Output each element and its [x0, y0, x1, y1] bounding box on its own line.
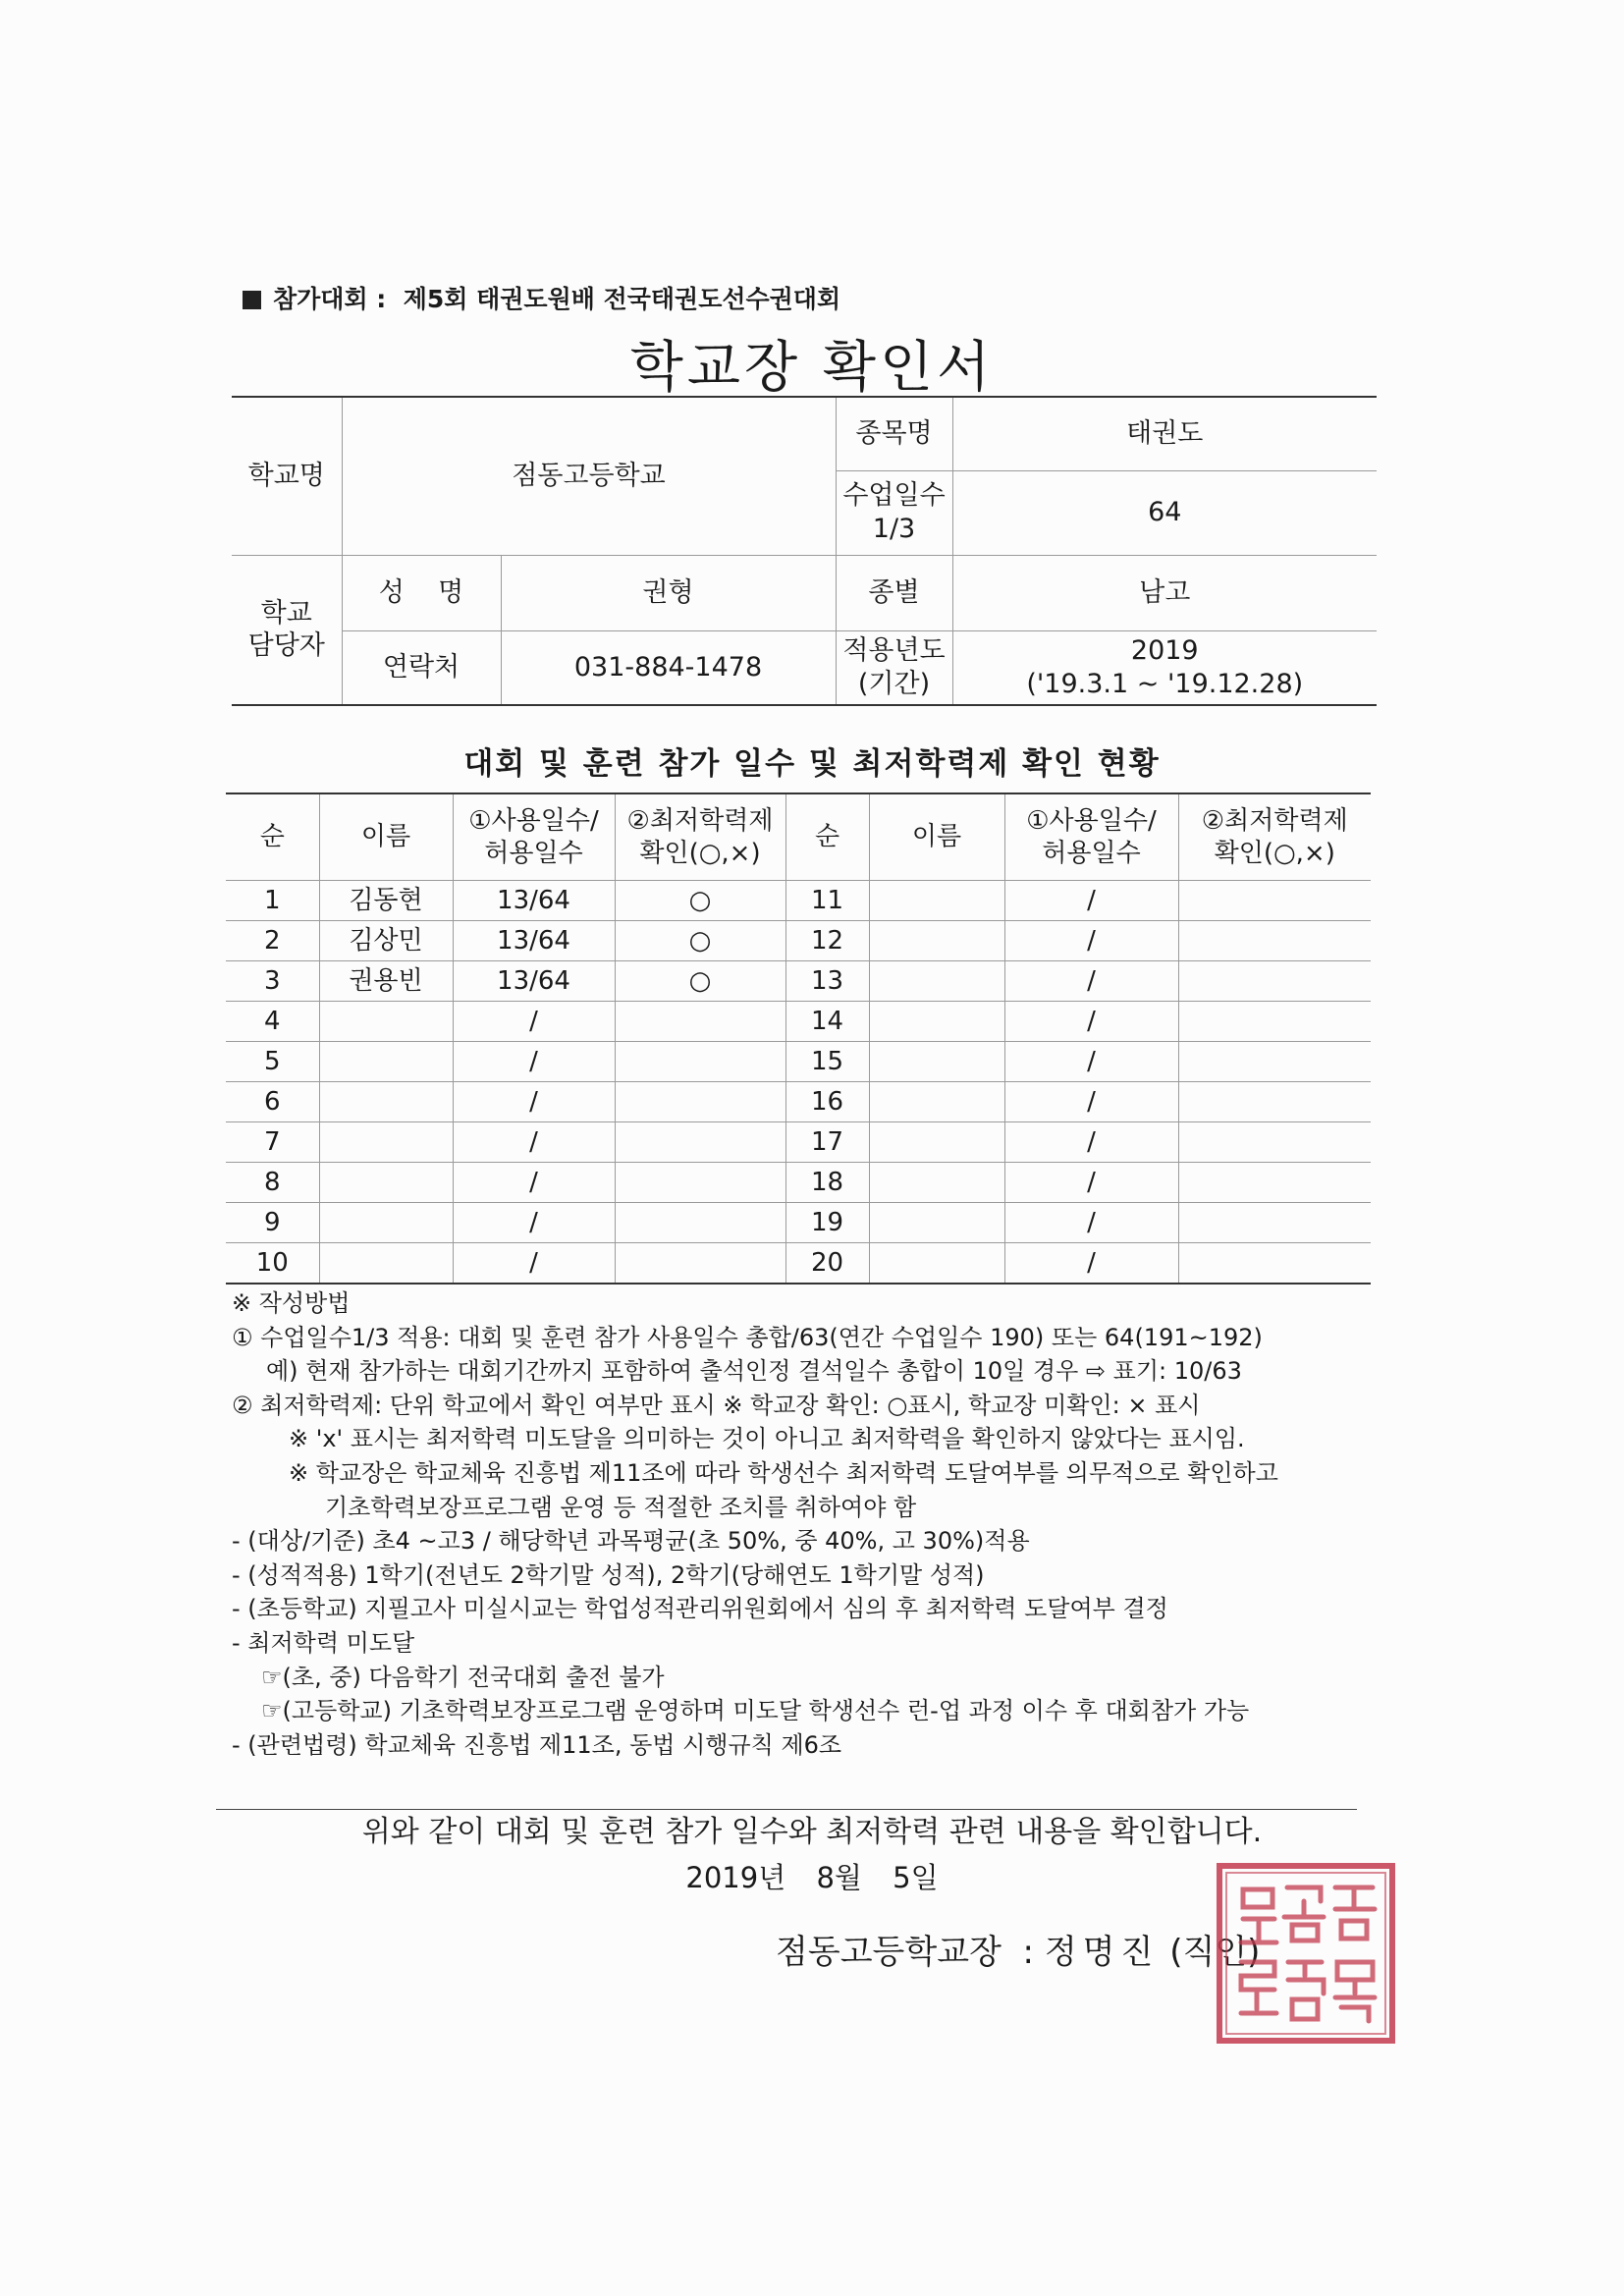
table-row	[226, 1002, 1371, 1042]
writing-guide-notes	[232, 1286, 1380, 1762]
row-check	[615, 1122, 785, 1163]
row-no-right: 16	[785, 1082, 869, 1122]
note-line: ① 수업일수1/3 적용: 대회 및 훈련 참가 사용일수 총합/63(연간 수업일수 190) 또는 64(191~192)	[232, 1323, 1263, 1351]
row-check-right	[1178, 921, 1371, 961]
row-name-right	[869, 881, 1004, 921]
official-seal-icon	[1214, 1860, 1398, 2047]
row-name	[319, 1122, 453, 1163]
row-name-right	[869, 1122, 1004, 1163]
row-days-right: /	[1004, 921, 1178, 961]
row-no: 1	[226, 881, 319, 921]
header-used-days-line1: ①사용일수/	[468, 806, 599, 836]
row-days-right: /	[1004, 1042, 1178, 1082]
seal-note: (직인)	[1169, 1933, 1261, 1972]
row-days: /	[453, 1042, 615, 1082]
row-check	[615, 1082, 785, 1122]
header-min-academic-right-line2: 확인(○,×)	[1214, 838, 1335, 868]
row-no: 4	[226, 1002, 319, 1042]
year-label	[836, 630, 952, 705]
row-days: 13/64	[453, 921, 615, 961]
row-check-right	[1178, 881, 1371, 921]
issue-date: 2019년 8월 5일	[685, 1861, 939, 1894]
row-no-right: 17	[785, 1122, 869, 1163]
row-name-right	[869, 1163, 1004, 1203]
manager-label-line1: 학교	[260, 597, 312, 629]
manager-label	[232, 555, 342, 705]
row-name: 김동현	[319, 881, 453, 921]
confirmation-statement: 위와 같이 대회 및 훈련 참가 일수와 최저학력 관련 내용을 확인합니다.	[361, 1815, 1263, 1849]
row-name-right	[869, 1082, 1004, 1122]
row-no-right: 13	[785, 961, 869, 1002]
event-label: 종목명	[836, 397, 952, 470]
row-name	[319, 1203, 453, 1243]
note-line: - (관련법령) 학교체육 진흥법 제11조, 동법 시행규칙 제6조	[232, 1730, 842, 1759]
note-heading: ※ 작성방법	[232, 1289, 351, 1317]
header-used-days-right	[1004, 793, 1178, 881]
school-name-label: 학교명	[232, 397, 342, 555]
row-no: 10	[226, 1243, 319, 1285]
header-used-days	[453, 793, 615, 881]
row-no: 9	[226, 1203, 319, 1243]
row-check-right	[1178, 961, 1371, 1002]
manager-name-label: 성 명	[342, 555, 501, 630]
header-name: 이름	[319, 793, 453, 881]
header-min-academic-right-line1: ②최저학력제	[1201, 806, 1348, 836]
row-days-right: /	[1004, 881, 1178, 921]
year: 2019	[1130, 635, 1199, 666]
row-days: /	[453, 1082, 615, 1122]
row-name-right	[869, 1002, 1004, 1042]
row-name	[319, 1082, 453, 1122]
principal-separator: :	[1022, 1933, 1035, 1972]
principal-name: 정명진	[1044, 1933, 1160, 1972]
row-days-right: /	[1004, 1122, 1178, 1163]
row-no: 3	[226, 961, 319, 1002]
header-min-academic-line1: ②최저학력제	[626, 806, 774, 836]
period: ('19.3.1 ~ '19.12.28)	[1026, 668, 1304, 699]
row-days: 13/64	[453, 881, 615, 921]
row-no: 6	[226, 1082, 319, 1122]
header-min-academic	[615, 793, 785, 881]
row-days: /	[453, 1243, 615, 1285]
row-name	[319, 1243, 453, 1285]
note-line: - (대상/기준) 초4 ~고3 / 해당학년 과목평균(초 50%, 중 40%, 고 30%)적용	[232, 1527, 1030, 1556]
year-value	[952, 630, 1377, 705]
row-check	[615, 1042, 785, 1082]
row-days: /	[453, 1002, 615, 1042]
row-days: /	[453, 1163, 615, 1203]
row-no-right: 20	[785, 1243, 869, 1285]
note-line: - 최저학력 미도달	[232, 1628, 415, 1657]
row-check	[615, 1243, 785, 1285]
row-check-right	[1178, 1122, 1371, 1163]
row-name	[319, 1002, 453, 1042]
row-no-right: 18	[785, 1163, 869, 1203]
principal-title: 점동고등학교장	[776, 1933, 1001, 1972]
note-line: ※ 학교장은 학교체육 진흥법 제11조에 따라 학생선수 최저학력 도달여부를 의무적으로 확인하고	[289, 1458, 1278, 1487]
table-row	[226, 921, 1371, 961]
row-check-right	[1178, 1243, 1371, 1285]
table-row	[226, 961, 1371, 1002]
row-no: 7	[226, 1122, 319, 1163]
manager-name-value: 권형	[501, 555, 836, 630]
row-no: 5	[226, 1042, 319, 1082]
row-name	[319, 1042, 453, 1082]
header-no-right: 순	[785, 793, 869, 881]
row-days: /	[453, 1203, 615, 1243]
school-info-table	[232, 396, 1377, 706]
header-used-days-right-line2: 허용일수	[1042, 838, 1141, 868]
class-days-label-line1: 수업일수	[842, 480, 946, 512]
year-label-line2: (기간)	[857, 668, 931, 699]
header-used-days-right-line1: ①사용일수/	[1026, 806, 1157, 836]
note-line: 기초학력보장프로그램 운영 등 적절한 조치를 취하여야 함	[325, 1493, 917, 1521]
square-bullet-icon	[243, 291, 261, 309]
manager-label-line2: 담당자	[247, 630, 325, 662]
class-days-label	[836, 470, 952, 555]
header-used-days-line2: 허용일수	[484, 838, 583, 868]
note-line: ☞(고등학교) 기초학력보장프로그램 운영하며 미도달 학생선수 런-업 과정 이수 후 대회참가 가능	[261, 1697, 1250, 1725]
table-row	[226, 1243, 1371, 1285]
row-days-right: /	[1004, 1243, 1178, 1285]
row-check-right	[1178, 1002, 1371, 1042]
note-line: ※ 'x' 표시는 최저학력 미도달을 의미하는 것이 아니고 최저학력을 확인하지 않았다는 표시임.	[289, 1425, 1245, 1453]
note-line: ☞(초, 중) 다음학기 전국대회 출전 불가	[261, 1663, 665, 1691]
note-line: 예) 현재 참가하는 대회기간까지 포함하여 출석인정 결석일수 총합이 10일 경우 ⇨ 표기: 10/63	[266, 1357, 1242, 1386]
document-title: 학교장 확인서	[629, 336, 995, 400]
row-check-right	[1178, 1203, 1371, 1243]
row-name	[319, 1163, 453, 1203]
header-min-academic-line2: 확인(○,×)	[639, 838, 761, 868]
competition-line	[243, 280, 840, 315]
row-name-right	[869, 961, 1004, 1002]
records-header-row	[226, 793, 1371, 881]
row-name-right	[869, 921, 1004, 961]
row-name-right	[869, 1203, 1004, 1243]
row-days-right: /	[1004, 1082, 1178, 1122]
table-row	[226, 1203, 1371, 1243]
contact-value: 031-884-1478	[501, 630, 836, 705]
class-days-value: 64	[952, 470, 1377, 555]
row-days: /	[453, 1122, 615, 1163]
row-check	[615, 1002, 785, 1042]
row-days-right: /	[1004, 1203, 1178, 1243]
row-name: 김상민	[319, 921, 453, 961]
row-days-right: /	[1004, 1002, 1178, 1042]
table-row	[226, 1163, 1371, 1203]
row-no: 2	[226, 921, 319, 961]
row-no-right: 12	[785, 921, 869, 961]
row-name-right	[869, 1243, 1004, 1285]
event-value: 태권도	[952, 397, 1377, 470]
row-check-right	[1178, 1042, 1371, 1082]
note-line: - (초등학교) 지필고사 미실시교는 학업성적관리위원회에서 심의 후 최저학력 도달여부 결정	[232, 1595, 1168, 1623]
header-name-right: 이름	[869, 793, 1004, 881]
row-name: 권용빈	[319, 961, 453, 1002]
table-row	[226, 1042, 1371, 1082]
competition-label: 참가대회 :	[273, 285, 387, 313]
contact-label: 연락처	[342, 630, 501, 705]
row-no-right: 14	[785, 1002, 869, 1042]
note-line: ② 최저학력제: 단위 학교에서 확인 여부만 표시 ※ 학교장 확인: ○표시, 학교장 미확인: × 표시	[232, 1391, 1201, 1419]
row-days-right: /	[1004, 1163, 1178, 1203]
school-name-value: 점동고등학교	[342, 397, 836, 555]
table-row	[226, 1122, 1371, 1163]
header-min-academic-right	[1178, 793, 1371, 881]
competition-name: 제5회 태권도원배 전국태권도선수권대회	[403, 285, 841, 313]
type-label: 종별	[836, 555, 952, 630]
header-no: 순	[226, 793, 319, 881]
row-name-right	[869, 1042, 1004, 1082]
records-table	[226, 793, 1371, 1285]
row-no-right: 15	[785, 1042, 869, 1082]
row-check	[615, 1203, 785, 1243]
table-row	[226, 881, 1371, 921]
note-line: - (성적적용) 1학기(전년도 2학기말 성적), 2학기(당해연도 1학기말 성적)	[232, 1560, 985, 1589]
row-no-right: 11	[785, 881, 869, 921]
class-days-label-line2: 1/3	[872, 514, 916, 544]
row-check-right	[1178, 1082, 1371, 1122]
row-check: ○	[615, 921, 785, 961]
row-check-right	[1178, 1163, 1371, 1203]
row-check: ○	[615, 961, 785, 1002]
principal-signature-line	[776, 1925, 1260, 1973]
status-title: 대회 및 훈련 참가 일수 및 최저학력제 확인 현황	[463, 746, 1161, 782]
row-check: ○	[615, 881, 785, 921]
table-row	[226, 1082, 1371, 1122]
row-days-right: /	[1004, 961, 1178, 1002]
year-label-line1: 적용년도	[842, 635, 946, 666]
row-check	[615, 1163, 785, 1203]
type-value: 남고	[952, 555, 1377, 630]
row-days: 13/64	[453, 961, 615, 1002]
row-no: 8	[226, 1163, 319, 1203]
row-no-right: 19	[785, 1203, 869, 1243]
